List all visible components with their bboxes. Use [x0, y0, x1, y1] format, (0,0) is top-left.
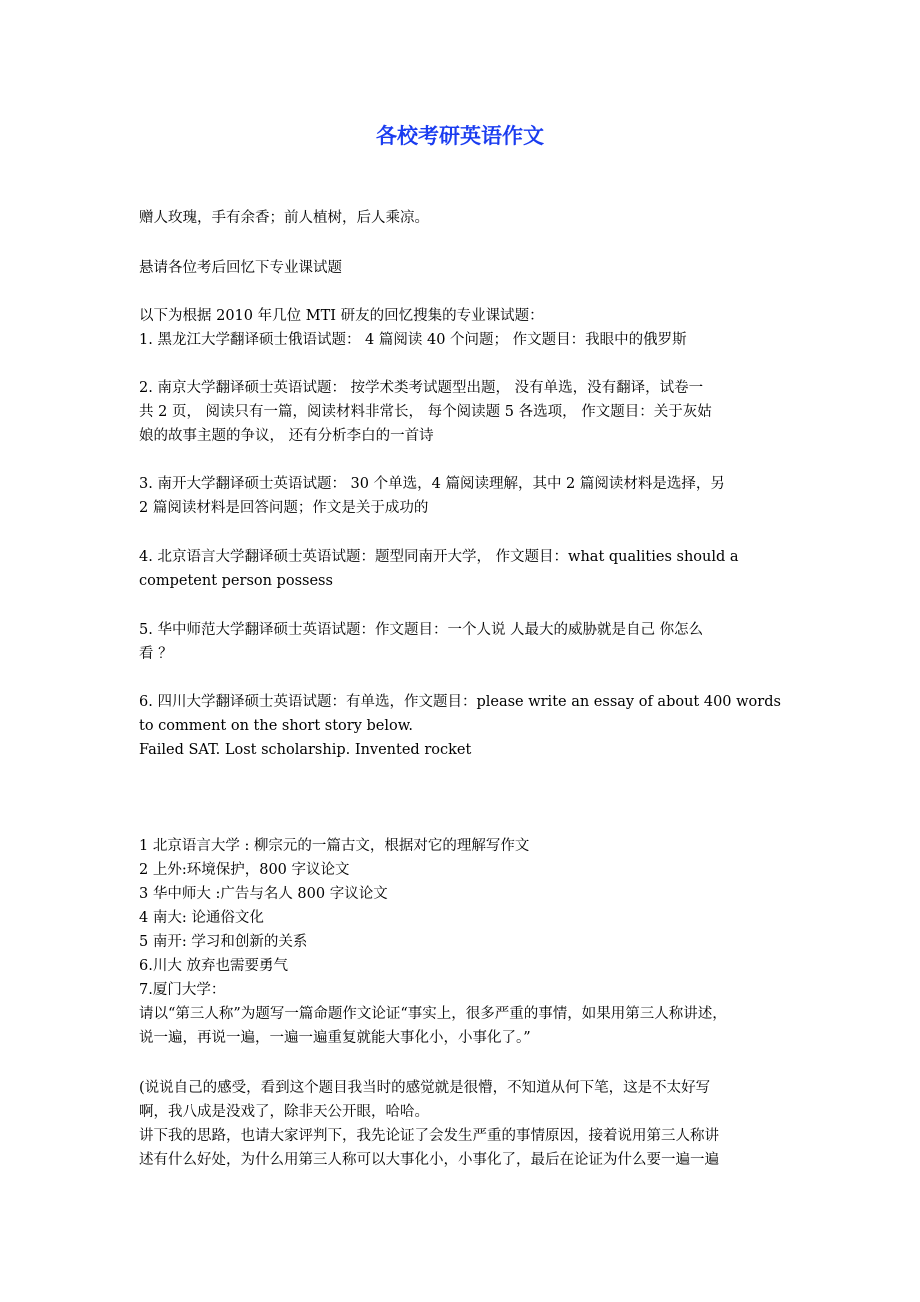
- item-6-line-2: to comment on the short story below.: [139, 718, 414, 734]
- item-5-line-2: 看 ？: [139, 646, 173, 662]
- list-item: 请以“第三人称”为题写一篇命题作文论证“事实上，很多严重的事情，如果用第三人称讲述，: [139, 1006, 727, 1022]
- item-2-line-2: 共 2 页， 阅读只有一篇，阅读材料非常长， 每个阅读题 5 各选项， 作文题目：关于灰姑: [139, 404, 712, 420]
- list-item: 1 北京语言大学 : 柳宗元的一篇古文，根据对它的理解写作文: [139, 838, 530, 854]
- item-3: [139, 472, 785, 520]
- item-2-line-3: 娘的故事主题的争议， 还有分析李白的一首诗: [139, 428, 434, 444]
- comment-line: 讲下我的思路，也请大家评判下，我先论证了会发生严重的事情原因，接着说用第三人称讲: [139, 1128, 719, 1144]
- item-6-line-1: 6. 四川大学翻译硕士英语试题：有单选，作文题目：please write an essay of about 400 words: [139, 694, 781, 710]
- item-2-line-1: 2. 南京大学翻译硕士英语试题： 按学术类考试题型出题， 没有单选，没有翻译，试卷一: [139, 380, 704, 396]
- item-2: [139, 376, 785, 448]
- lead-line: 以下为根据 2010 年几位 MTI 研友的回忆搜集的专业课试题：: [139, 308, 544, 324]
- intro-motto: [139, 206, 785, 230]
- list-item: 5 南开: 学习和创新的关系: [139, 934, 308, 950]
- intro-lead: [139, 304, 785, 352]
- school-list: [139, 834, 785, 1050]
- list-item: 7.厦门大学：: [139, 982, 226, 998]
- item-4: [139, 545, 785, 593]
- item-5: [139, 618, 785, 666]
- comment-line: 述有什么好处，为什么用第三人称可以大事化小，小事化了，最后在论证为什么要一遍一遍: [139, 1152, 719, 1168]
- intro-request: [139, 256, 785, 280]
- item-1-line-1: 1. 黑龙江大学翻译硕士俄语试题： 4 篇阅读 40 个问题； 作文题目：我眼中的俄罗斯: [139, 332, 687, 348]
- item-6: [139, 690, 785, 762]
- list-item: 说一遍，再说一遍，一遍一遍重复就能大事化小，小事化了。”: [139, 1030, 531, 1046]
- list-item: 4 南大: 论通俗文化: [139, 910, 264, 926]
- item-3-line-2: 2 篇阅读材料是回答问题；作文是关于成功的: [139, 500, 429, 516]
- list-item: 2 上外:环境保护，800 字议论文: [139, 862, 350, 878]
- item-3-line-1: 3. 南开大学翻译硕士英语试题： 30 个单选，4 篇阅读理解，其中 2 篇阅读材料是选择，另: [139, 476, 725, 492]
- request-line: 悬请各位考后回忆下专业课试题: [139, 260, 342, 276]
- comment-line: 啊，我八成是没戏了，除非天公开眼，哈哈。: [139, 1104, 429, 1120]
- document-title: 各校考研英语作文: [376, 123, 544, 148]
- comment-line: (说说自己的感受，看到这个题目我当时的感觉就是很懵，不知道从何下笔，这是不太好写: [139, 1080, 711, 1096]
- item-6-line-3: Failed SAT. Lost scholarship. Invented rocket: [139, 742, 472, 758]
- motto-line: 赠人玫瑰，手有余香；前人植树，后人乘凉。: [139, 210, 429, 226]
- item-5-line-1: 5. 华中师范大学翻译硕士英语试题：作文题目：一个人说 人最大的威胁就是自己 你怎么: [139, 622, 704, 638]
- item-4-line-1: 4. 北京语言大学翻译硕士英语试题：题型同南开大学， 作文题目：what qualities should a: [139, 549, 739, 565]
- item-4-line-2: competent person possess: [139, 573, 333, 589]
- comment-paragraph: [139, 1076, 785, 1172]
- list-item: 3 华中师大 :广告与名人 800 字议论文: [139, 886, 388, 902]
- list-item: 6.川大 放弃也需要勇气: [139, 958, 288, 974]
